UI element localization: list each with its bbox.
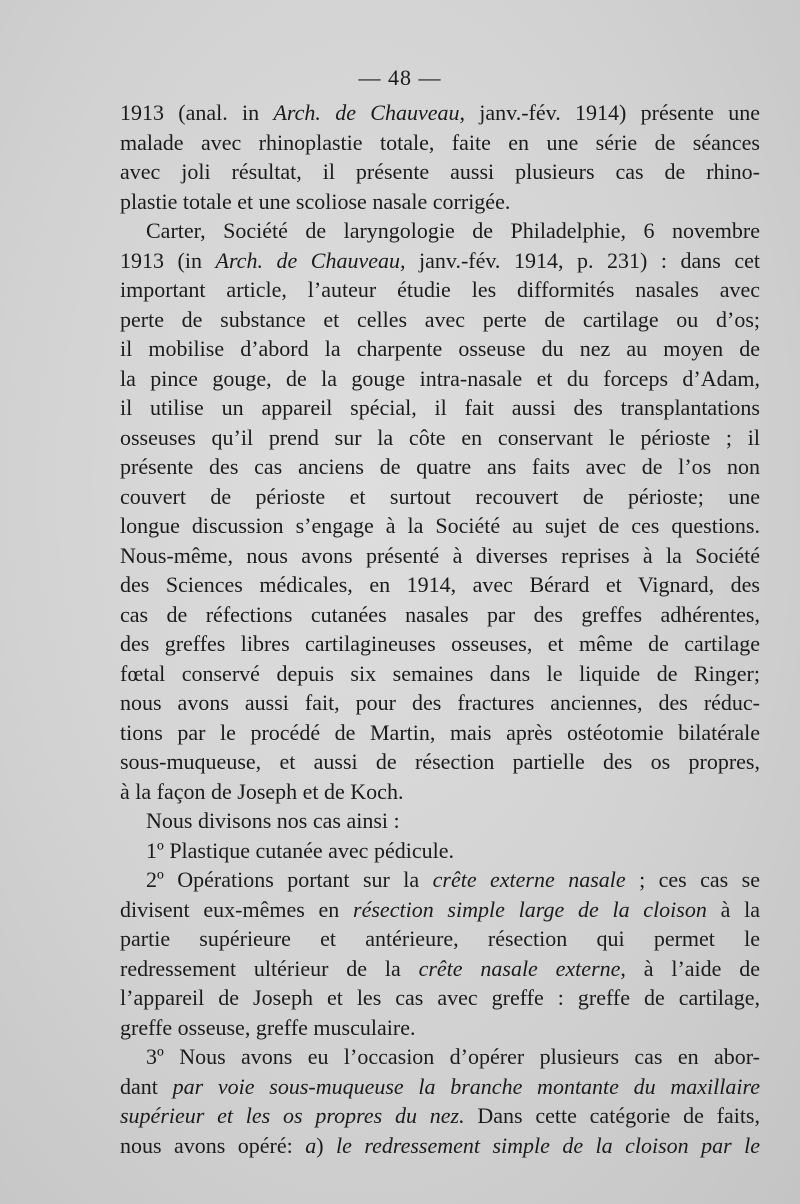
text-segment: couvert de périoste et surtout recouvert de périoste; une [120, 483, 760, 509]
text-line [120, 334, 760, 364]
text-segment: divisent eux-mêmes en [120, 896, 354, 922]
text-line [120, 187, 760, 217]
italic-text: le redressement simple de la cloison par le [336, 1132, 761, 1158]
text-segment: Carter, Société de laryngologie de Philadelphie, 6 novembre [146, 218, 760, 243]
text-line [120, 1042, 760, 1072]
text-segment: 2º Opérations portant sur la [146, 867, 433, 892]
text-line [120, 895, 760, 925]
text-line [120, 393, 760, 423]
italic-text: par voie sous-muqueuse la branche montante du maxillaire [172, 1073, 760, 1099]
text-segment: Dans cette catégorie de faits, [464, 1103, 760, 1128]
text-segment: osseuses qu’il prend sur la côte en conservant le périoste ; il [120, 424, 760, 450]
text-segment: l’appareil de Joseph et les cas avec greffe : greffe de cartilage, [120, 985, 760, 1010]
text-segment: tions par le procédé de Martin, mais après ostéotomie bilatérale [120, 719, 760, 745]
text-segment: , janv.-fév. 1914) présente une [459, 100, 760, 125]
text-line [120, 1101, 760, 1131]
text-segment: présente des cas anciens de quatre ans faits avec de l’os non [120, 454, 760, 479]
text-line [120, 305, 760, 335]
text-segment: Nous-même, nous avons présenté à diverses reprises à la Société [120, 542, 760, 568]
text-line [120, 423, 760, 453]
text-segment: janv.-fév. 1914, p. 231) : dans cet [405, 247, 760, 273]
text-segment: partie supérieure et antérieure, résection qui permet le [120, 926, 760, 951]
italic-text: Arch. de Chauveau [273, 100, 460, 125]
italic-text: crête nasale externe [418, 955, 621, 981]
text-segment: nous avons opéré: [120, 1132, 306, 1158]
text-line [120, 954, 760, 984]
text-line [120, 157, 760, 187]
text-line [120, 452, 760, 482]
text-segment: perte de substance et celles avec perte de cartilage ou d’os; [120, 306, 760, 332]
text-line [120, 983, 760, 1013]
text-segment: fœtal conservé depuis six semaines dans le liquide de Ringer; [120, 660, 760, 686]
italic-text: crête externe nasale [432, 867, 626, 892]
text-segment: 1913 (anal. in [120, 100, 274, 125]
text-segment: 1º Plastique cutanée avec pédicule. [146, 837, 454, 863]
text-segment: il utilise un appareil spécial, il fait aussi des transplantations [120, 395, 760, 420]
text-line [120, 364, 760, 394]
text-line [120, 718, 760, 748]
text-segment: à la [706, 896, 760, 922]
text-line [120, 747, 760, 777]
text-segment: avec joli résultat, il présente aussi plusieurs cas de rhino- [120, 159, 760, 184]
text-line [120, 275, 760, 305]
text-segment: , à l’aide de [620, 955, 761, 981]
text-line [120, 98, 760, 128]
text-line [120, 511, 760, 541]
text-segment: cas de réfections cutanées nasales par des greffes adhérentes, [120, 601, 760, 627]
text-segment: des Sciences médicales, en 1914, avec Bérard et Vignard, des [120, 572, 760, 597]
italic-text: a [305, 1132, 317, 1158]
text-segment: nous avons aussi fait, pour des fractures anciennes, des réduc- [120, 690, 760, 715]
text-line [120, 688, 760, 718]
text-segment: important article, l’auteur étudie les difformités nasales avec [120, 277, 760, 302]
text-segment: malade avec rhinoplastie totale, faite en une série de séances [120, 129, 760, 155]
text-segment: plastie totale et une scoliose nasale corrigée. [120, 188, 511, 214]
text-segment: redressement ultérieur de la [120, 955, 419, 981]
text-segment: 1913 (in [120, 247, 216, 273]
text-segment: des greffes libres cartilagineuses osseuses, et même de cartilage [120, 631, 760, 656]
text-segment: greffe osseuse, greffe musculaire. [120, 1014, 416, 1040]
text-line [120, 806, 760, 836]
text-segment: il mobilise d’abord la charpente osseuse du nez au moyen de [120, 336, 760, 361]
text-segment: à la façon de Joseph et de Koch. [120, 778, 404, 804]
page-number: — 48 — [358, 65, 442, 90]
italic-text: Arch. de Chauveau, [215, 247, 406, 273]
text-line [120, 541, 760, 571]
text-line [120, 600, 760, 630]
text-line [120, 865, 760, 895]
text-line [120, 777, 760, 807]
text-line [120, 659, 760, 689]
text-line [120, 1072, 760, 1102]
text-segment: 3º Nous avons eu l’occasion d’opérer plusieurs cas en abor- [146, 1044, 760, 1069]
text-segment: ) [316, 1132, 336, 1158]
text-line [120, 570, 760, 600]
text-line [120, 246, 760, 276]
text-line [120, 216, 760, 246]
text-line [120, 1131, 760, 1161]
italic-text: résection simple large de la cloison [353, 896, 707, 922]
text-line [120, 128, 760, 158]
text-segment: sous-muqueuse, et aussi de résection partielle des os propres, [120, 749, 760, 774]
text-segment: longue discussion s’engage à la Société au sujet de ces questions. [120, 513, 760, 538]
text-line [120, 482, 760, 512]
text-line [120, 836, 760, 866]
text-line [120, 629, 760, 659]
italic-text: supérieur et les os propres du nez. [120, 1103, 465, 1128]
body-text [120, 98, 760, 1160]
text-line [120, 924, 760, 954]
text-line [120, 1013, 760, 1043]
text-segment: dant [120, 1073, 173, 1099]
text-segment: Nous divisons nos cas ainsi : [146, 808, 400, 833]
text-segment: ; ces cas se [625, 867, 761, 892]
text-segment: la pince gouge, de la gouge intra-nasale et du forceps d’Adam, [120, 365, 760, 391]
